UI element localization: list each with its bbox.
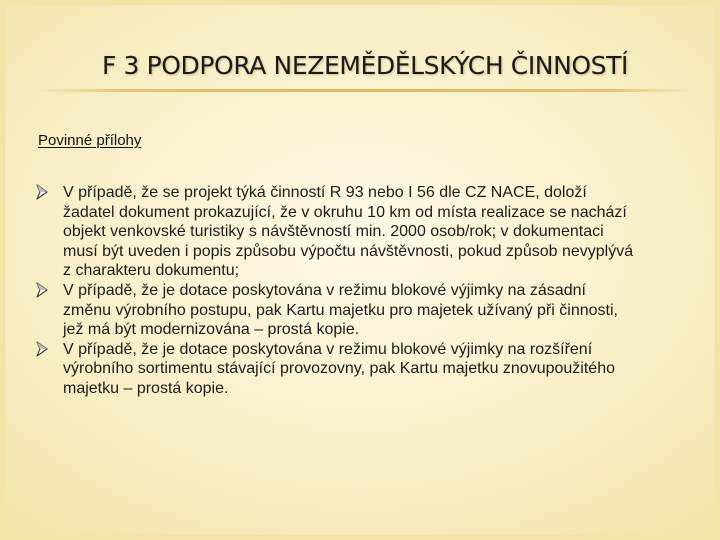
- slide-title: F 3 PODPORA NEZEMĚDĚLSKÝCH ČINNOSTÍ: [101, 51, 628, 80]
- section-subtitle: Povinné přílohy: [38, 132, 142, 149]
- bullet-line: V případě, že se projekt týká činností R 93 nebo I 56 dle CZ NACE, doloží: [63, 184, 587, 201]
- title-divider: [39, 89, 691, 92]
- arrow-bullet-icon: [36, 341, 48, 357]
- bullet-list: [63, 183, 703, 399]
- bullet-text: [63, 340, 703, 399]
- bullet-line: jež má být modernizována – prostá kopie.: [63, 321, 360, 339]
- arrow-bullet-icon: [36, 282, 48, 298]
- bullet-text: [63, 183, 703, 281]
- bullet-line: V případě, že je dotace poskytována v režimu blokové výjimky na zásadní: [63, 281, 586, 299]
- bullet-item: [63, 281, 703, 340]
- bullet-line: V případě, že je dotace poskytována v režimu blokové výjimky na rozšíření: [63, 340, 593, 358]
- arrow-bullet-icon: [36, 184, 48, 200]
- bullet-line: výrobního sortimentu stávající provozovny, pak Kartu majetku znovupoužitého: [63, 360, 615, 378]
- bullet-line: žadatel dokument prokazující, že v okruhu 10 km od místa realizace se nachází: [63, 203, 627, 221]
- bullet-line: objekt venkovské turistiky s návštěvností min. 2000 osob/rok; v dokumentaci: [63, 223, 604, 241]
- bullet-line: změnu výrobního postupu, pak Kartu majetku pro majetek užívaný při činnosti,: [63, 301, 618, 319]
- bullet-line: musí být uveden i popis způsobu výpočtu návštěvnosti, pokud způsob nevyplývá: [63, 242, 634, 260]
- bullet-text: [63, 281, 703, 340]
- bullet-item: [63, 340, 703, 399]
- bullet-item: [63, 183, 703, 281]
- bullet-line: majetku – prostá kopie.: [63, 379, 229, 397]
- bullet-line: z charakteru dokumentu;: [63, 262, 240, 280]
